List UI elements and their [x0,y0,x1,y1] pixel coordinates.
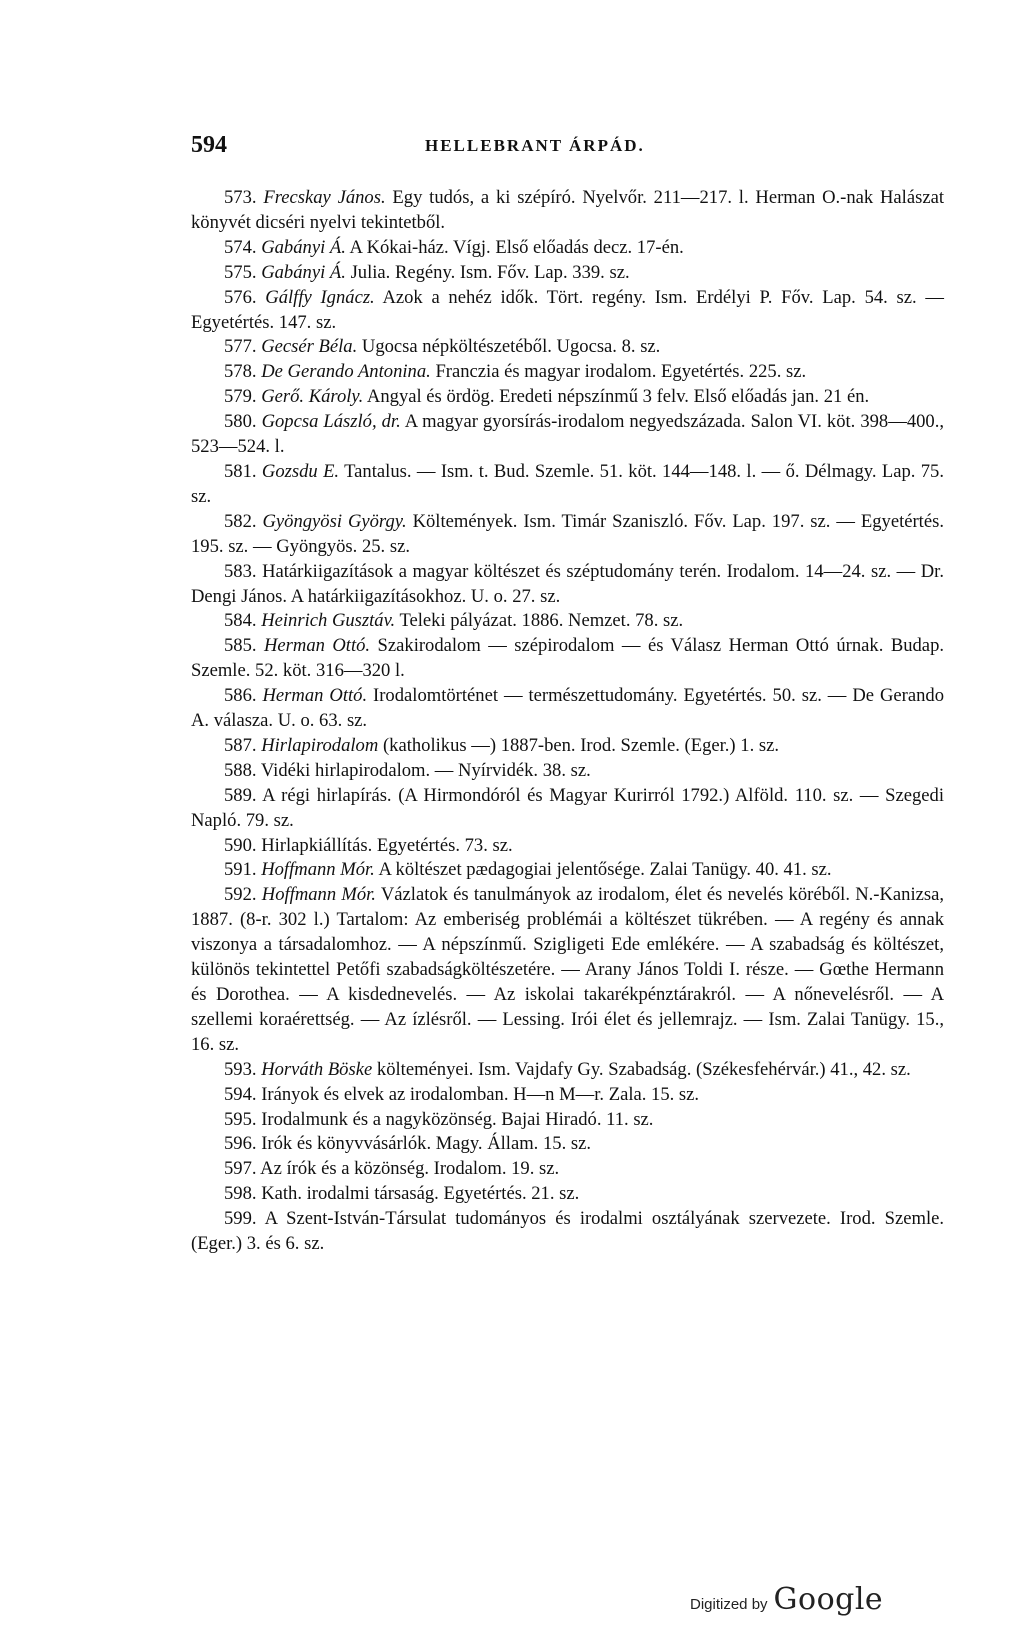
entry-number: 585. [224,635,257,657]
bibliography-entry [191,734,944,759]
entry-author: Gecsér Béla. [261,336,358,358]
bibliography-entry [191,858,944,883]
entry-number: 589. [224,784,257,806]
digitization-footer [690,1582,883,1622]
entry-author: De Gerando Antonina. [261,361,431,383]
page-header [191,132,951,162]
bibliography-entry [191,1058,944,1083]
bibliography-entry [191,385,944,410]
bibliography-entry [191,634,944,684]
bibliography-entry [191,335,944,360]
entry-author: Gopcsa László, dr. [261,411,401,433]
bibliography-entry [191,410,944,460]
entry-text: költeményei. Ism. Vajdafy Gy. Szabadság. (Székesfehérvár.) 41., 42. sz. [376,1058,911,1080]
entry-text: A régi hirlapírás. (A Hirmondóról és Magyar Kurirról 1792.) Alföld. 110. sz. — Szegedi Napló. 79. sz. [191,784,945,831]
entry-author: Gálffy Ignácz. [265,286,375,308]
entry-author: Herman Ottó. [262,685,368,707]
entry-text: (katholikus —) 1887-ben. Irod. Szemle. (Eger.) 1. sz. [382,734,780,756]
page-number: 594 [191,132,227,158]
entry-number: 591. [224,859,257,881]
entry-number: 588. [224,759,257,781]
entry-number: 596. [224,1133,257,1155]
entry-author: Gabányi Á. [261,261,346,283]
entry-number: 593. [224,1058,257,1080]
entry-number: 582. [224,510,257,532]
entry-text: Szakirodalom — szépirodalom — és Válasz Herman Ottó úrnak. Budap. Szemle. 52. köt. 316—320 l. [191,635,945,682]
entry-number: 598. [224,1183,257,1205]
entry-number: 576. [224,286,257,308]
entry-number: 574. [224,236,257,258]
bibliography-entry [191,834,944,859]
entry-author: Gabányi Á. [261,236,346,258]
entry-number: 575. [224,261,257,283]
entry-text: Angyal és ördög. Eredeti népszínmű 3 felv. Első előadás jan. 21 én. [366,386,870,408]
entry-number: 594. [224,1083,257,1105]
entry-text: Irodalomtörténet — természettudomány. Egyetértés. 50. sz. — De Gerando A. válasza. U. o. 63. sz. [191,685,944,732]
entry-number: 597. [224,1158,257,1180]
digitized-by-label: Digitized by [690,1596,768,1613]
bibliography-entry [191,360,944,385]
bibliography-entry [191,684,944,734]
entry-number: 599. [224,1208,257,1230]
entry-number: 583. [224,560,257,582]
entry-text: Tantalus. — Ism. t. Bud. Szemle. 51. köt. 144—148. l. — ő. Délmagy. Lap. 75. sz. [191,460,945,507]
entry-text: A Kókai-ház. Vígj. Első előadás decz. 17-én. [349,236,684,258]
entry-number: 590. [224,834,257,856]
bibliography-entry [191,236,944,261]
entry-author: Gerő. Károly. [261,386,364,408]
bibliography-entry [191,1157,944,1182]
entry-text: Határkiigazítások a magyar költészet és széptudomány terén. Irodalom. 14—24. sz. — Dr. Dengi János. A határkiigazításokhoz. U. o. 27. sz. [191,560,944,607]
entry-text: A magyar gyorsírás-irodalom negyedszázada. Salon VI. köt. 398—400., 523—524. l. [191,411,945,458]
entry-author: Hirlapirodalom [261,734,379,756]
entry-author: Heinrich Gusztáv. [261,610,396,632]
entry-author: Hoffmann Mór. [261,884,376,906]
entry-author: Gozsdu E. [261,460,340,482]
bibliography-entry [191,186,944,236]
entry-text: Az írók és a közönség. Irodalom. 19. sz. [260,1158,560,1180]
entry-number: 579. [224,386,257,408]
entry-text: Franczia és magyar irodalom. Egyetértés. 225. sz. [435,361,807,383]
entry-number: 581. [224,460,257,482]
bibliography-entry [191,609,944,634]
entry-number: 587. [224,734,257,756]
entry-author: Frecskay János. [263,187,386,208]
entry-text: Irodalmunk és a nagyközönség. Bajai Hiradó. 11. sz. [261,1108,654,1130]
entry-text: Költemények. Ism. Timár Szaniszló. Főv. Lap. 197. sz. — Egyetértés. 195. sz. — Gyöngyös. 25. sz. [191,510,944,557]
bibliography-entry [191,460,944,510]
bibliography-entries [191,186,944,1257]
bibliography-entry [191,560,944,610]
bibliography-entry [191,1083,944,1108]
entry-number: 595. [224,1108,257,1130]
running-head: HELLEBRANT ÁRPÁD. [425,136,645,155]
entry-text: Kath. irodalmi társaság. Egyetértés. 21. sz. [261,1183,580,1205]
entry-author: Horváth Böske [261,1058,373,1080]
bibliography-entry [191,759,944,784]
entry-text: Julia. Regény. Ism. Főv. Lap. 339. sz. [350,261,630,283]
entry-number: 580. [224,411,257,433]
entry-text: Vidéki hirlapirodalom. — Nyírvidék. 38. sz. [260,759,591,781]
entry-number: 584. [224,610,257,632]
entry-number: 592. [224,884,257,906]
entry-author: Gyöngyösi György. [262,510,407,532]
bibliography-entry [191,784,944,834]
entry-text: A Szent-István-Társulat tudományos és irodalmi osztályának szervezete. Irod. Szemle. (Eger.) 3. és 6. sz. [191,1208,945,1255]
entry-number: 573. [224,187,257,208]
bibliography-entry [191,1108,944,1133]
entry-text: Vázlatok és tanulmányok az irodalom, élet és nevelés köréből. N.-Kanizsa, 1887. (8-r. 302 l.) Tartalom: Az emberiség problémái a költészet tükrében. — A regény és annak viszonya a társadalomhoz. — A népszínmű. Szigligeti Ede emlékére. — A szabadság és költészet, különös tekintettel Petőfi szabadságköltészetére. — Arany János Toldi I. része. — Gœthe Hermann és Dorothea. — A kisdednevelés. — Az iskolai takarékpénztárakról. — A nőnevelésről. — A szellemi koraérettség. — Az ízlésről. — Lessing. Irói élet és jellemrajz. — Ism. Zalai Tanügy. 15., 16. sz. [191,884,945,1055]
entry-text: Hirlapkiállítás. Egyetértés. 73. sz. [261,834,513,856]
entry-text: Azok a nehéz idők. Tört. regény. Ism. Erdélyi P. Főv. Lap. 54. sz. — Egyetértés. 147. sz. [191,286,945,333]
entry-author: Herman Ottó. [264,635,371,657]
bibliography-entry [191,883,944,1057]
bibliography-entry [191,1132,944,1157]
bibliography-entry [191,510,944,560]
entry-text: Teleki pályázat. 1886. Nemzet. 78. sz. [399,610,684,632]
entry-text: Irányok és elvek az irodalomban. H—n M—r. Zala. 15. sz. [261,1083,700,1105]
bibliography-entry [191,286,944,336]
google-logo: Google [773,1582,884,1617]
entry-number: 586. [224,685,257,707]
bibliography-entry [191,261,944,286]
bibliography-entry [191,1182,944,1207]
entry-text: Egy tudós, a ki szépíró. Nyelvőr. 211—217. l. Herman O.-nak Halászat könyvét dicséri nyelvi tekintetből. [191,187,945,233]
entry-text: A költészet pædagogiai jelentősége. Zalai Tanügy. 40. 41. sz. [378,859,832,881]
entry-text: Irók és könyvvásárlók. Magy. Állam. 15. sz. [261,1133,592,1155]
entry-author: Hoffmann Mór. [261,859,375,881]
bibliography-entry [191,1207,944,1257]
entry-number: 577. [224,336,257,358]
entry-text: Ugocsa népköltészetéből. Ugocsa. 8. sz. [361,336,661,358]
entry-number: 578. [224,361,257,383]
